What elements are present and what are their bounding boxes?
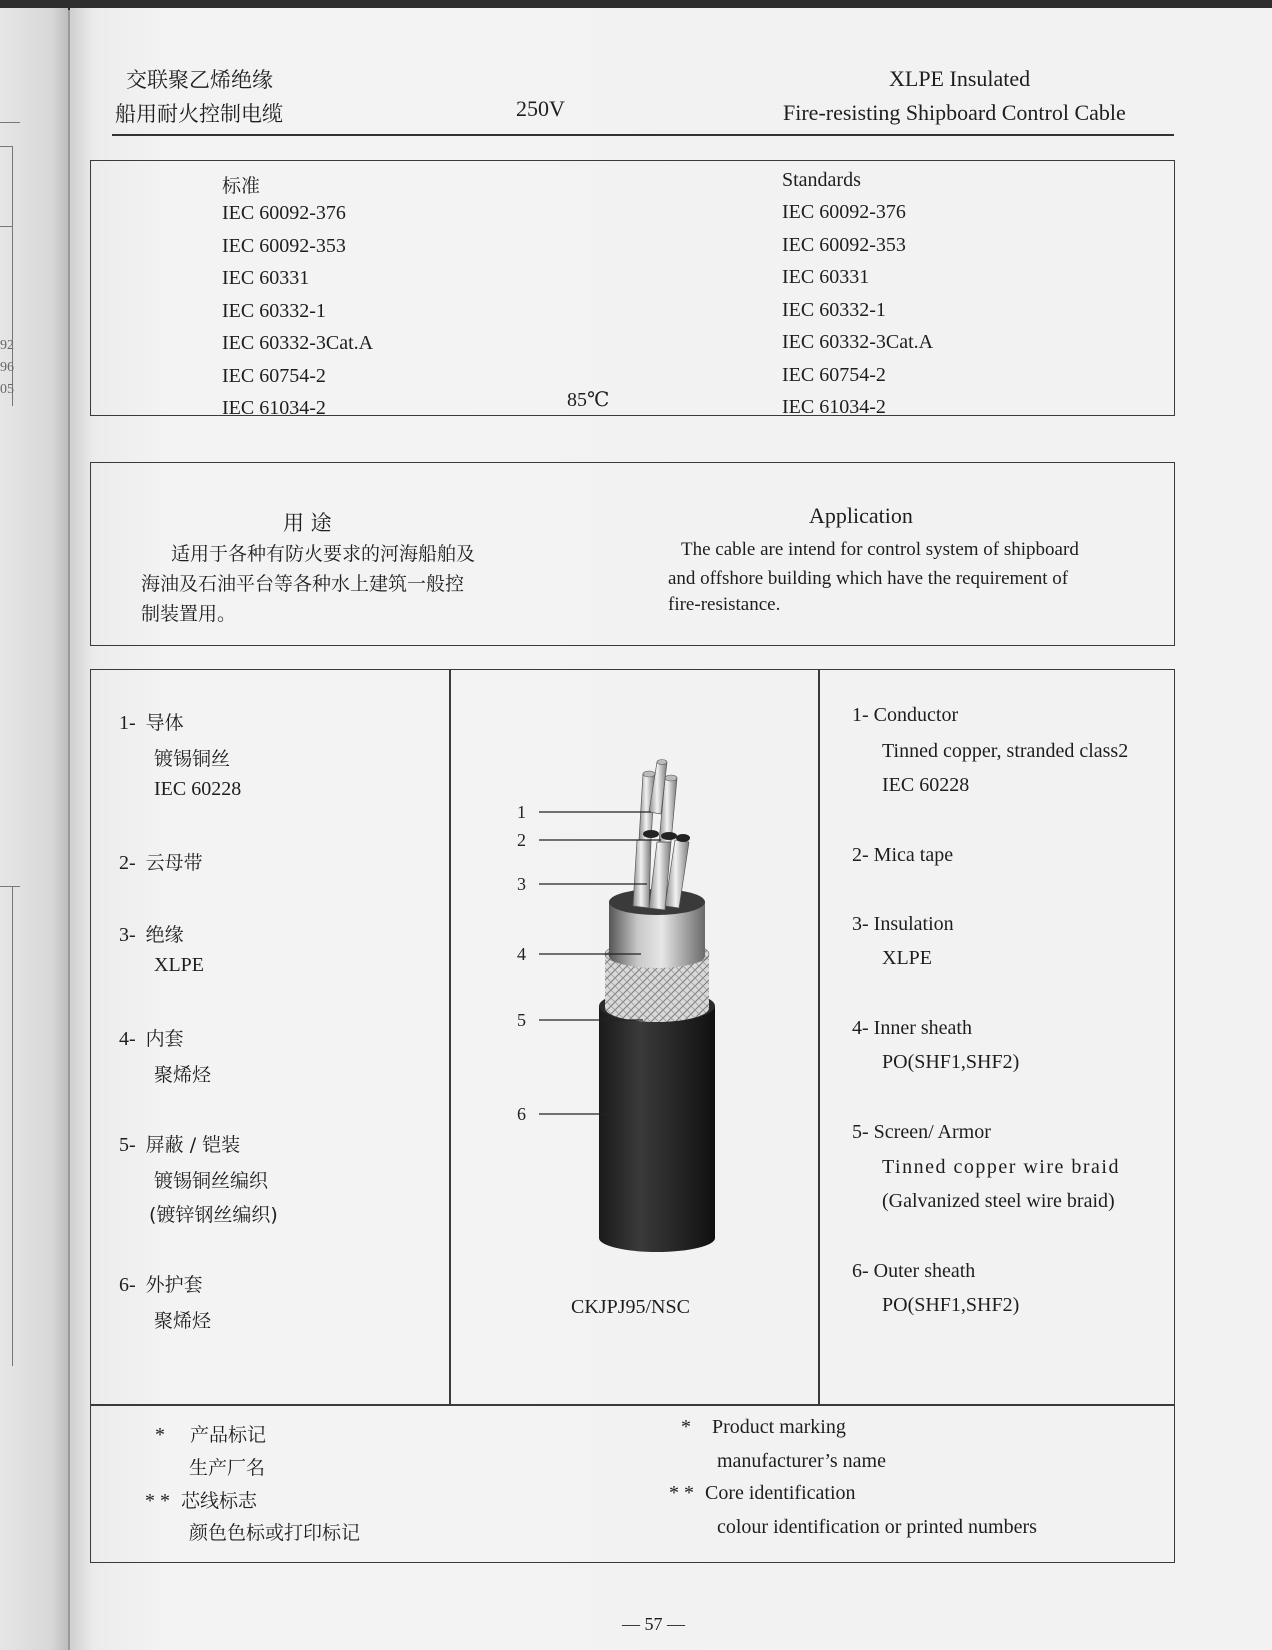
- construction-detail-en: (Galvanized steel wire braid): [882, 1190, 1115, 1212]
- application-text-en-2: and offshore building which have the requirement of: [668, 568, 1069, 589]
- construction-item-cn-2: 2- 云母带: [119, 852, 203, 874]
- callout-label-1: 1: [517, 802, 526, 822]
- standard-item: IEC 60332-3Cat.A: [782, 331, 934, 353]
- application-box: [90, 462, 1175, 646]
- construction-item-cn-1: 1- 导体: [119, 712, 184, 734]
- construction-detail-cn: 镀锡铜丝: [154, 748, 231, 770]
- application-text-cn-2: 海油及石油平台等各种水上建筑一般控: [141, 573, 465, 595]
- title-en-line1: XLPE Insulated: [889, 66, 1031, 91]
- standards-box: [90, 160, 1175, 419]
- construction-item-en-3: 3- Insulation: [852, 913, 954, 935]
- voltage-rating: 250V: [516, 96, 565, 121]
- construction-item-cn-5: 5- 屏蔽 / 铠装: [119, 1134, 241, 1156]
- marking-detail-en: manufacturer’s name: [717, 1450, 886, 1472]
- standards-list-cn: [222, 197, 373, 425]
- standard-item: IEC 60092-376: [222, 202, 346, 224]
- construction-detail-cn: XLPE: [154, 954, 204, 976]
- standard-item: IEC 60092-353: [782, 233, 906, 256]
- standard-item: IEC 61034-2: [222, 397, 326, 419]
- construction-box: [90, 669, 1175, 1563]
- construction-detail-cn: 聚烯烃: [154, 1310, 212, 1332]
- construction-item-en-2: 2- Mica tape: [852, 844, 954, 866]
- standard-item: IEC 60332-1: [782, 298, 886, 321]
- construction-detail-cn: IEC 60228: [154, 778, 242, 800]
- construction-detail-cn: 镀锡铜丝编织: [154, 1170, 269, 1192]
- construction-detail-en: IEC 60228: [882, 774, 970, 796]
- catalog-page: [70, 8, 1272, 1650]
- callout-label-2: 2: [517, 830, 526, 850]
- standard-item: IEC 60754-2: [222, 364, 326, 387]
- callout-label-4: 4: [517, 944, 526, 964]
- marking-detail-en: colour identification or printed numbers: [717, 1516, 1037, 1538]
- insulated-cores: [633, 760, 690, 911]
- application-text-en-1: The cable are intend for control system of shipboard: [681, 539, 1079, 560]
- application-text-en-3: fire-resistance.: [668, 594, 781, 615]
- marking-note-en-1: * Product marking: [681, 1416, 846, 1438]
- header-rule: [112, 134, 1174, 136]
- adjacent-page-edge: 92 96 05: [0, 8, 68, 1650]
- cable-model-code: CKJPJ95/NSC: [571, 1296, 690, 1318]
- standards-list-en: [782, 196, 933, 424]
- standard-item: IEC 60754-2: [782, 363, 886, 386]
- construction-detail-en: PO(SHF1,SHF2): [882, 1294, 1020, 1316]
- marking-detail-cn: 生产厂名: [189, 1457, 266, 1479]
- title-cn-line2: 船用耐火控制电缆: [115, 102, 283, 126]
- marking-detail-cn: 颜色色标或打印标记: [189, 1522, 361, 1544]
- outer-sheath-shape: [599, 1006, 715, 1252]
- construction-detail-en: XLPE: [882, 947, 932, 969]
- page-number: — 57 —: [622, 1614, 685, 1634]
- temperature-rating: 85℃: [567, 389, 610, 411]
- construction-item-en-1: 1- Conductor: [852, 704, 959, 726]
- application-heading-en: Application: [809, 503, 913, 528]
- construction-item-en-5: 5- Screen/ Armor: [852, 1121, 991, 1143]
- callout-label-3: 3: [517, 874, 526, 894]
- marking-note-cn-2: * * 芯线标志: [145, 1490, 258, 1512]
- title-cn-line1: 交联聚乙烯绝缘: [126, 68, 273, 92]
- marking-note-cn-1: * 产品标记: [155, 1424, 267, 1446]
- standard-item: IEC 60332-1: [222, 299, 326, 322]
- standard-item: IEC 60331: [222, 267, 310, 289]
- construction-item-cn-4: 4- 内套: [119, 1028, 184, 1050]
- application-heading-cn: 用 途: [283, 511, 332, 535]
- construction-item-cn-6: 6- 外护套: [119, 1274, 203, 1296]
- construction-detail-en: PO(SHF1,SHF2): [882, 1051, 1020, 1073]
- construction-item-cn-3: 3- 绝缘: [119, 924, 184, 946]
- construction-detail-cn: 聚烯烃: [154, 1064, 212, 1086]
- application-text-cn-3: 制装置用。: [141, 603, 237, 625]
- construction-detail-en: Tinned copper wire braid: [882, 1156, 1120, 1178]
- construction-item-en-4: 4- Inner sheath: [852, 1017, 972, 1039]
- standard-item: IEC 60332-3Cat.A: [222, 332, 374, 354]
- application-text-cn-1: 适用于各种有防火要求的河海船舶及: [171, 543, 476, 565]
- standards-heading-en: Standards: [782, 169, 861, 191]
- cable-cross-section-diagram: [451, 670, 817, 1402]
- callout-label-6: 6: [517, 1104, 526, 1124]
- construction-item-en-6: 6- Outer sheath: [852, 1260, 976, 1282]
- construction-detail-cn: (镀锌钢丝编织): [149, 1204, 278, 1226]
- title-en-line2: Fire-resisting Shipboard Control Cable: [783, 100, 1126, 125]
- callout-label-5: 5: [517, 1010, 526, 1030]
- standard-item: IEC 61034-2: [782, 396, 886, 418]
- standards-heading-cn: 标准: [222, 175, 261, 197]
- construction-detail-en: Tinned copper, stranded class2: [882, 740, 1129, 762]
- standard-item: IEC 60092-353: [222, 234, 346, 257]
- standard-item: IEC 60331: [782, 266, 870, 288]
- marking-note-en-2: * * Core identification: [669, 1482, 856, 1504]
- standard-item: IEC 60092-376: [782, 201, 906, 223]
